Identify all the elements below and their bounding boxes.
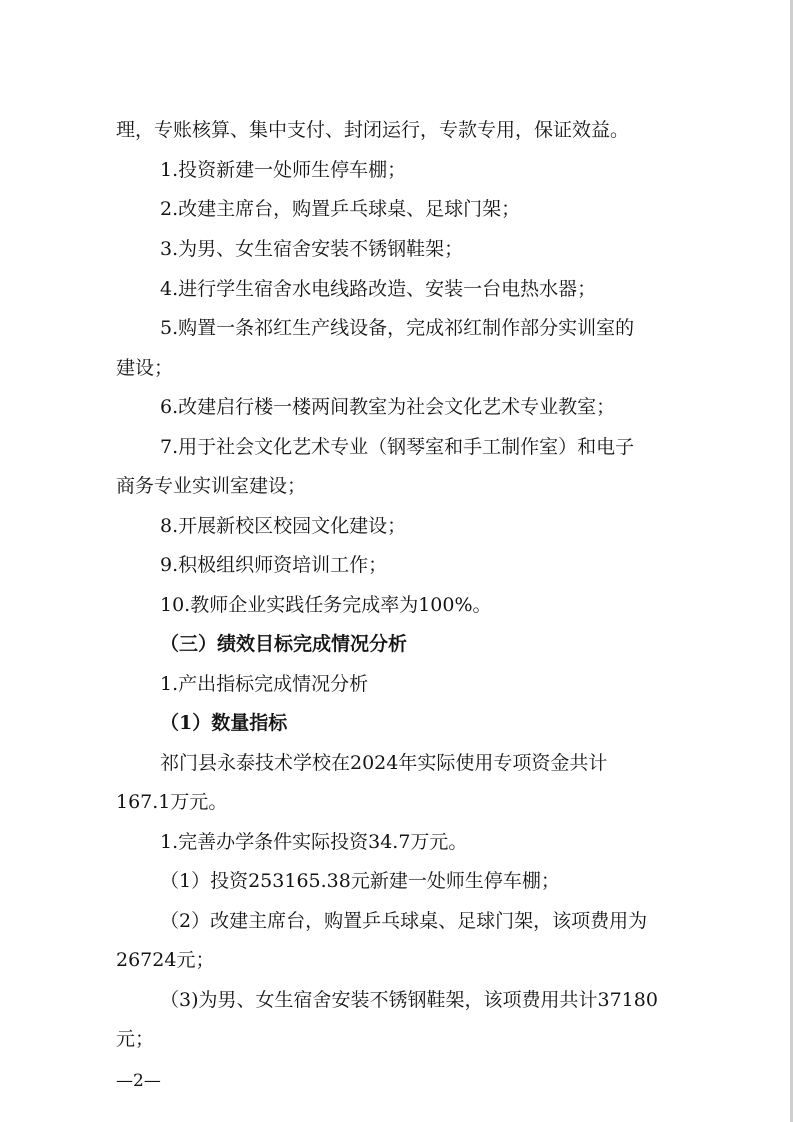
list-item-7-cont: 商务专业实训室建设；: [116, 475, 307, 497]
sub-item-3: （3)为男、女生宿舍安装不锈钢鞋架，该项费用共计37180: [160, 989, 658, 1011]
page-number: —2—: [116, 1071, 161, 1091]
list-item-5: 5.购置一条祁红生产线设备，完成祁红制作部分实训室的: [160, 317, 635, 339]
sub-item-1: （1）投资253165.38元新建一处师生停车棚；: [160, 870, 560, 892]
list-item-7: 7.用于社会文化艺术专业（钢琴室和手工制作室）和电子: [160, 436, 635, 458]
subsection-heading: 1.产出指标完成情况分析: [160, 673, 369, 695]
list-item-1: 1.投资新建一处师生停车棚；: [160, 159, 407, 181]
sub-item-2: （2）改建主席台，购置乒乓球桌、足球门架，该项费用为: [160, 910, 648, 932]
list-item-4: 4.进行学生宿舍水电线路改造、安装一台电热水器；: [160, 278, 597, 300]
subsubsection-heading: （1）数量指标: [160, 712, 288, 734]
section-heading: （三）绩效目标完成情况分析: [160, 633, 408, 655]
list-item-8: 8.开展新校区校园文化建设；: [160, 515, 407, 537]
list-item-6: 6.改建启行楼一楼两间教室为社会文化艺术专业教室；: [160, 396, 616, 418]
list-item-9: 9.积极组织师资培训工作；: [160, 554, 388, 576]
sub-item-2-cont: 26724元；: [116, 949, 215, 971]
paragraph-line-2-cont: 167.1万元。: [116, 791, 228, 813]
sub-item-3-cont: 元；: [116, 1028, 155, 1050]
paragraph-line-3: 1.完善办学条件实际投资34.7万元。: [160, 831, 468, 853]
list-item-10: 10.教师企业实践任务完成率为100%。: [160, 594, 492, 616]
paragraph-line-2: 祁门县永泰技术学校在2024年实际使用专项资金共计: [160, 752, 608, 774]
list-item-5-cont: 建设；: [116, 357, 174, 379]
paragraph-line-1: 理，专账核算、集中支付、封闭运行，专款专用，保证效益。: [116, 119, 630, 141]
list-item-3: 3.为男、女生宿舍安装不锈钢鞋架；: [160, 238, 464, 260]
list-item-2: 2.改建主席台，购置乒乓球桌、足球门架；: [160, 198, 521, 220]
